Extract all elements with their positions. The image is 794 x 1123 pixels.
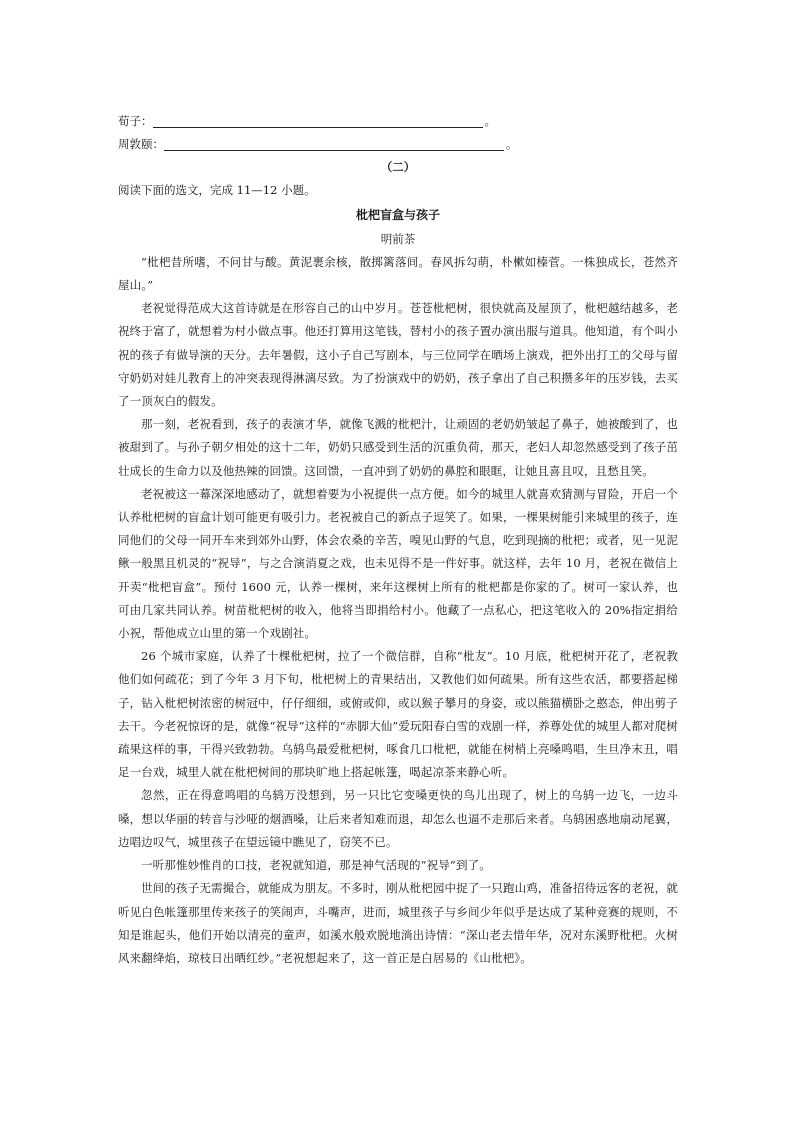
paragraph-3: 那一刻，老祝看到，孩子的表演才华，就像飞溅的枇杷汁，让顽固的老奶奶皱起了鼻子，她被酸到了，也被甜到了。与孙子朝夕相处的这十二年，奶奶只感受到生活的沉重负荷，那天，老妇人却忽然感受到了孩子茁壮成长的生命力以及他热辣的回馈。这回馈，一直冲到了奶奶的鼻腔和眼眶，让她且喜且叹，且愁且笑。 — [118, 417, 678, 478]
blank-end-mark: 。 — [506, 136, 518, 151]
paragraph-8: 世间的孩子无需撮合，就能成为朋友。不多时，刚从枇杷园中捉了一只跑山鸡，准备招待远客的老祝，就听见白色帐篷那里传来孩子的笑闹声，斗嘴声，进而，城里孩子与乡间少年似乎是达成了某种竞赛的规则，不知是谁起头，他们开始以清亮的童声，如溪水般欢脱地淌出诗情：“深山老去惜年华，况对东溪野枇杷。火树风来翻绛焰，琼枝日出晒红纱。”老祝想起来了，这一首正是白居易的《山枇杷》。 — [118, 881, 678, 965]
blank-label: 周敦颐： — [118, 136, 164, 151]
paragraph-7: 一听那惟妙惟肖的口技，老祝就知道，那是神气活现的“祝导”到了。 — [141, 858, 491, 873]
blank-label: 荀子： — [118, 113, 153, 128]
article-title: 枇杷盲盒与孩子 — [355, 208, 440, 223]
reading-instruction: 阅读下面的选文，完成 11—12 小题。 — [118, 183, 316, 198]
document-page — [118, 110, 678, 970]
blank-end-mark: 。 — [484, 113, 496, 128]
paragraph-1: “枇杷昔所嗜，不问甘与酸。黄泥裹余核，散掷篱落间。春风拆勾萌，朴樕如榛菅。一株独成长，苍然齐屋山。” — [118, 254, 678, 293]
paragraph-4: 老祝被这一幕深深地感动了，就想着要为小祝提供一点方便。如今的城里人就喜欢猜测与冒险，开启一个认养枇杷树的盲盒计划可能更有吸引力。老祝被自己的新点子逗笑了。如果，一棵果树能引来城里的孩子，连同他们的父母一同开车来到郊外山野，体会农桑的辛苦，嗅见山野的气息，吃到现摘的枇杷；或者，见一见泥鳅一般黑且机灵的“祝导”，与之合演消夏之戏，也未见得不是一件好事。就这样，去年 10 月，老祝在微信上开卖“枇杷盲盒”。预付 1600 元，认养一棵树，来年这棵树上所有的枇杷都是你家的了。树可一家认养，也可由几家共同认养。树苗枇杷树的收入，他将当即捐给村小。他藏了一点私心，把这笔收入的 20%指定捐给小祝，帮他成立山里的第一个戏剧社。 — [118, 486, 678, 641]
fill-blank-zhou-dunyi — [118, 133, 678, 156]
paragraph-2: 老祝觉得范成大这首诗就是在形容自己的山中岁月。苍苍枇杷树，很快就高及屋顶了，枇杷越结越多，老祝终于富了，就想着为村小做点事。他还打算用这笔钱，替村小的孩子置办演出服与道具。他知道，有个叫小祝的孩子有做导演的天分。去年暑假，这小子自己写剧本，与三位同学在晒场上演戏，把外出打工的父母与留守奶奶对娃儿教育上的冲突表现得淋漓尽致。为了扮演戏中的奶奶，孩子拿出了自己积攒多年的压岁钱，去买了一顶灰白的假发。 — [118, 301, 678, 409]
answer-blank[interactable] — [153, 112, 483, 128]
article-author: 明前茶 — [380, 231, 416, 246]
paragraph-6: 忽然，正在得意鸣唱的乌鸫万没想到，另一只比它变嗓更快的鸟儿出现了，树上的乌鸫一边飞，一边斗嗓，想以华丽的转音与沙哑的烟酒嗓，让后来者知难而退，却怎么也逼不走那后来者。乌鸫困惑地扇动尾翼，边唱边叹气，城里孩子在望远镜中瞧见了，窃笑不已。 — [118, 788, 678, 849]
section-number: （二） — [380, 160, 416, 174]
fill-blank-xunzi — [118, 110, 678, 133]
answer-blank[interactable] — [164, 135, 504, 151]
paragraph-5: 26 个城市家庭，认养了十棵枇杷树，拉了一个微信群，自称“枇友”。10 月底，枇杷树开花了，老祝教他们如何疏花；到了今年 3 月下旬，枇杷树上的青果结出，又教他们如何疏果。所有这些农活，都要搭起梯子，钻入枇杷树浓密的树冠中，仔仔细细，或俯或仰，或以猴子攀月的身姿，或以熊猫横卧之憨态，伸出剪子去干。今老祝惊讶的是，就像“祝导”这样的“赤脚大仙”爱玩阳春白雪的戏剧一样，养尊处优的城里人都对爬树疏果这样的事，干得兴致勃勃。乌鸫鸟最爱枇杷树，啄食几口枇杷，就能在树梢上亮嗓鸣唱，生旦净末丑，唱足一台戏，城里人就在枇杷树间的那块旷地上搭起帐篷，喝起凉茶来静心听。 — [118, 649, 679, 780]
